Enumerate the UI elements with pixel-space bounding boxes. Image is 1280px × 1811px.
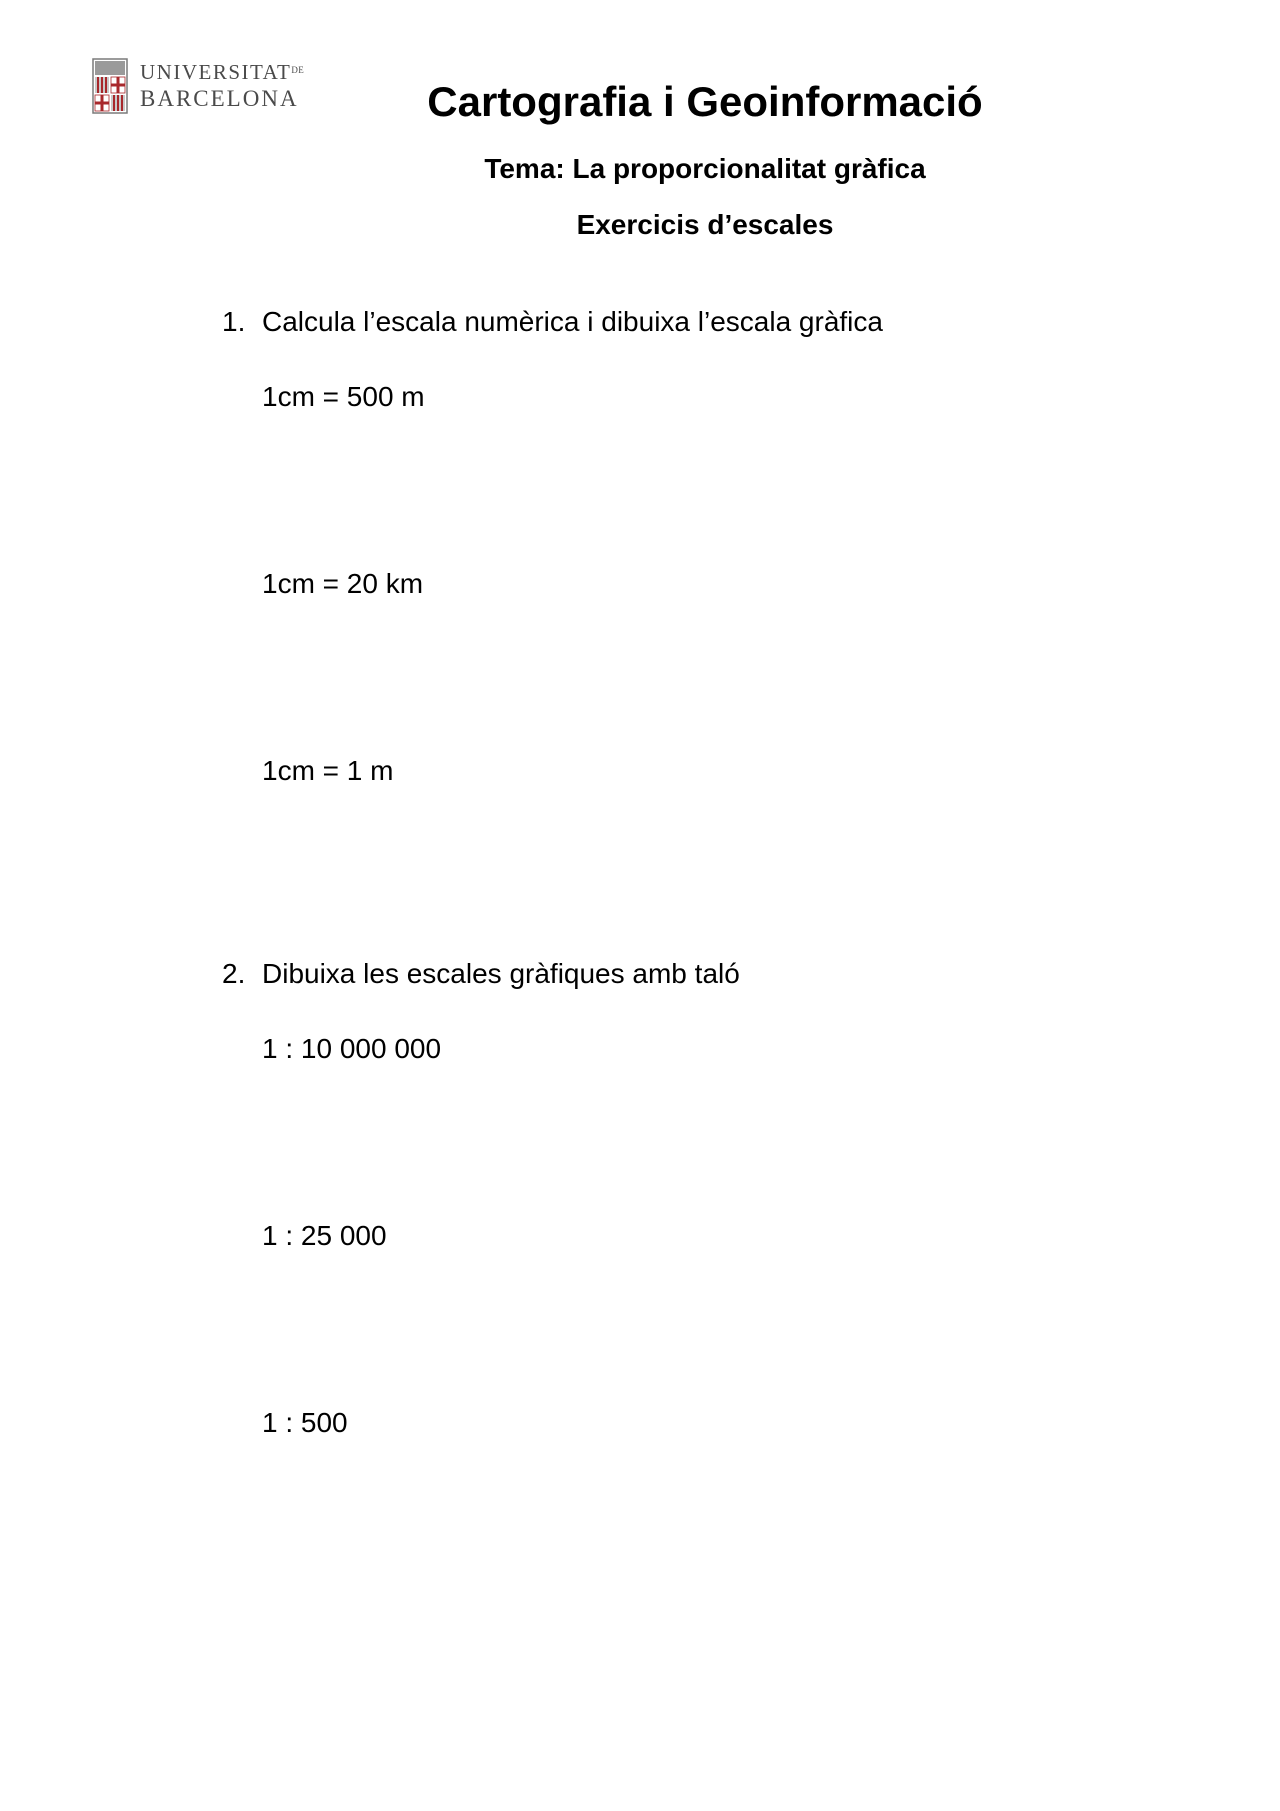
- question-text: Calcula l’escala numèrica i dibuixa l’escala gràfica: [262, 306, 883, 337]
- exercise-item: 1 : 500: [262, 1407, 348, 1438]
- exercise-item: 1 : 10 000 000: [262, 1033, 442, 1064]
- exercise-item: 1cm = 20 km: [262, 568, 424, 599]
- question-text: Dibuixa les escales gràfiques amb taló: [262, 958, 740, 989]
- wordmark-de: DE: [291, 65, 305, 75]
- document-subtitle: Exercicis d’escales: [576, 209, 834, 240]
- question-number: 2.: [222, 958, 246, 989]
- question-number: 1.: [222, 306, 246, 337]
- wordmark-barcelona: BARCELONA: [140, 86, 299, 111]
- document-topic: Tema: La proporcionalitat gràfica: [484, 153, 926, 184]
- exercise-item: 1cm = 1 m: [262, 755, 394, 786]
- exercise-item: 1cm = 500 m: [262, 381, 425, 412]
- wordmark-university: UNIVERSITAT: [140, 60, 292, 84]
- question-2: [222, 958, 740, 990]
- document-title: Cartografia i Geoinformació: [427, 78, 983, 125]
- question-1: [222, 306, 883, 338]
- exercise-item: 1 : 25 000: [262, 1220, 387, 1251]
